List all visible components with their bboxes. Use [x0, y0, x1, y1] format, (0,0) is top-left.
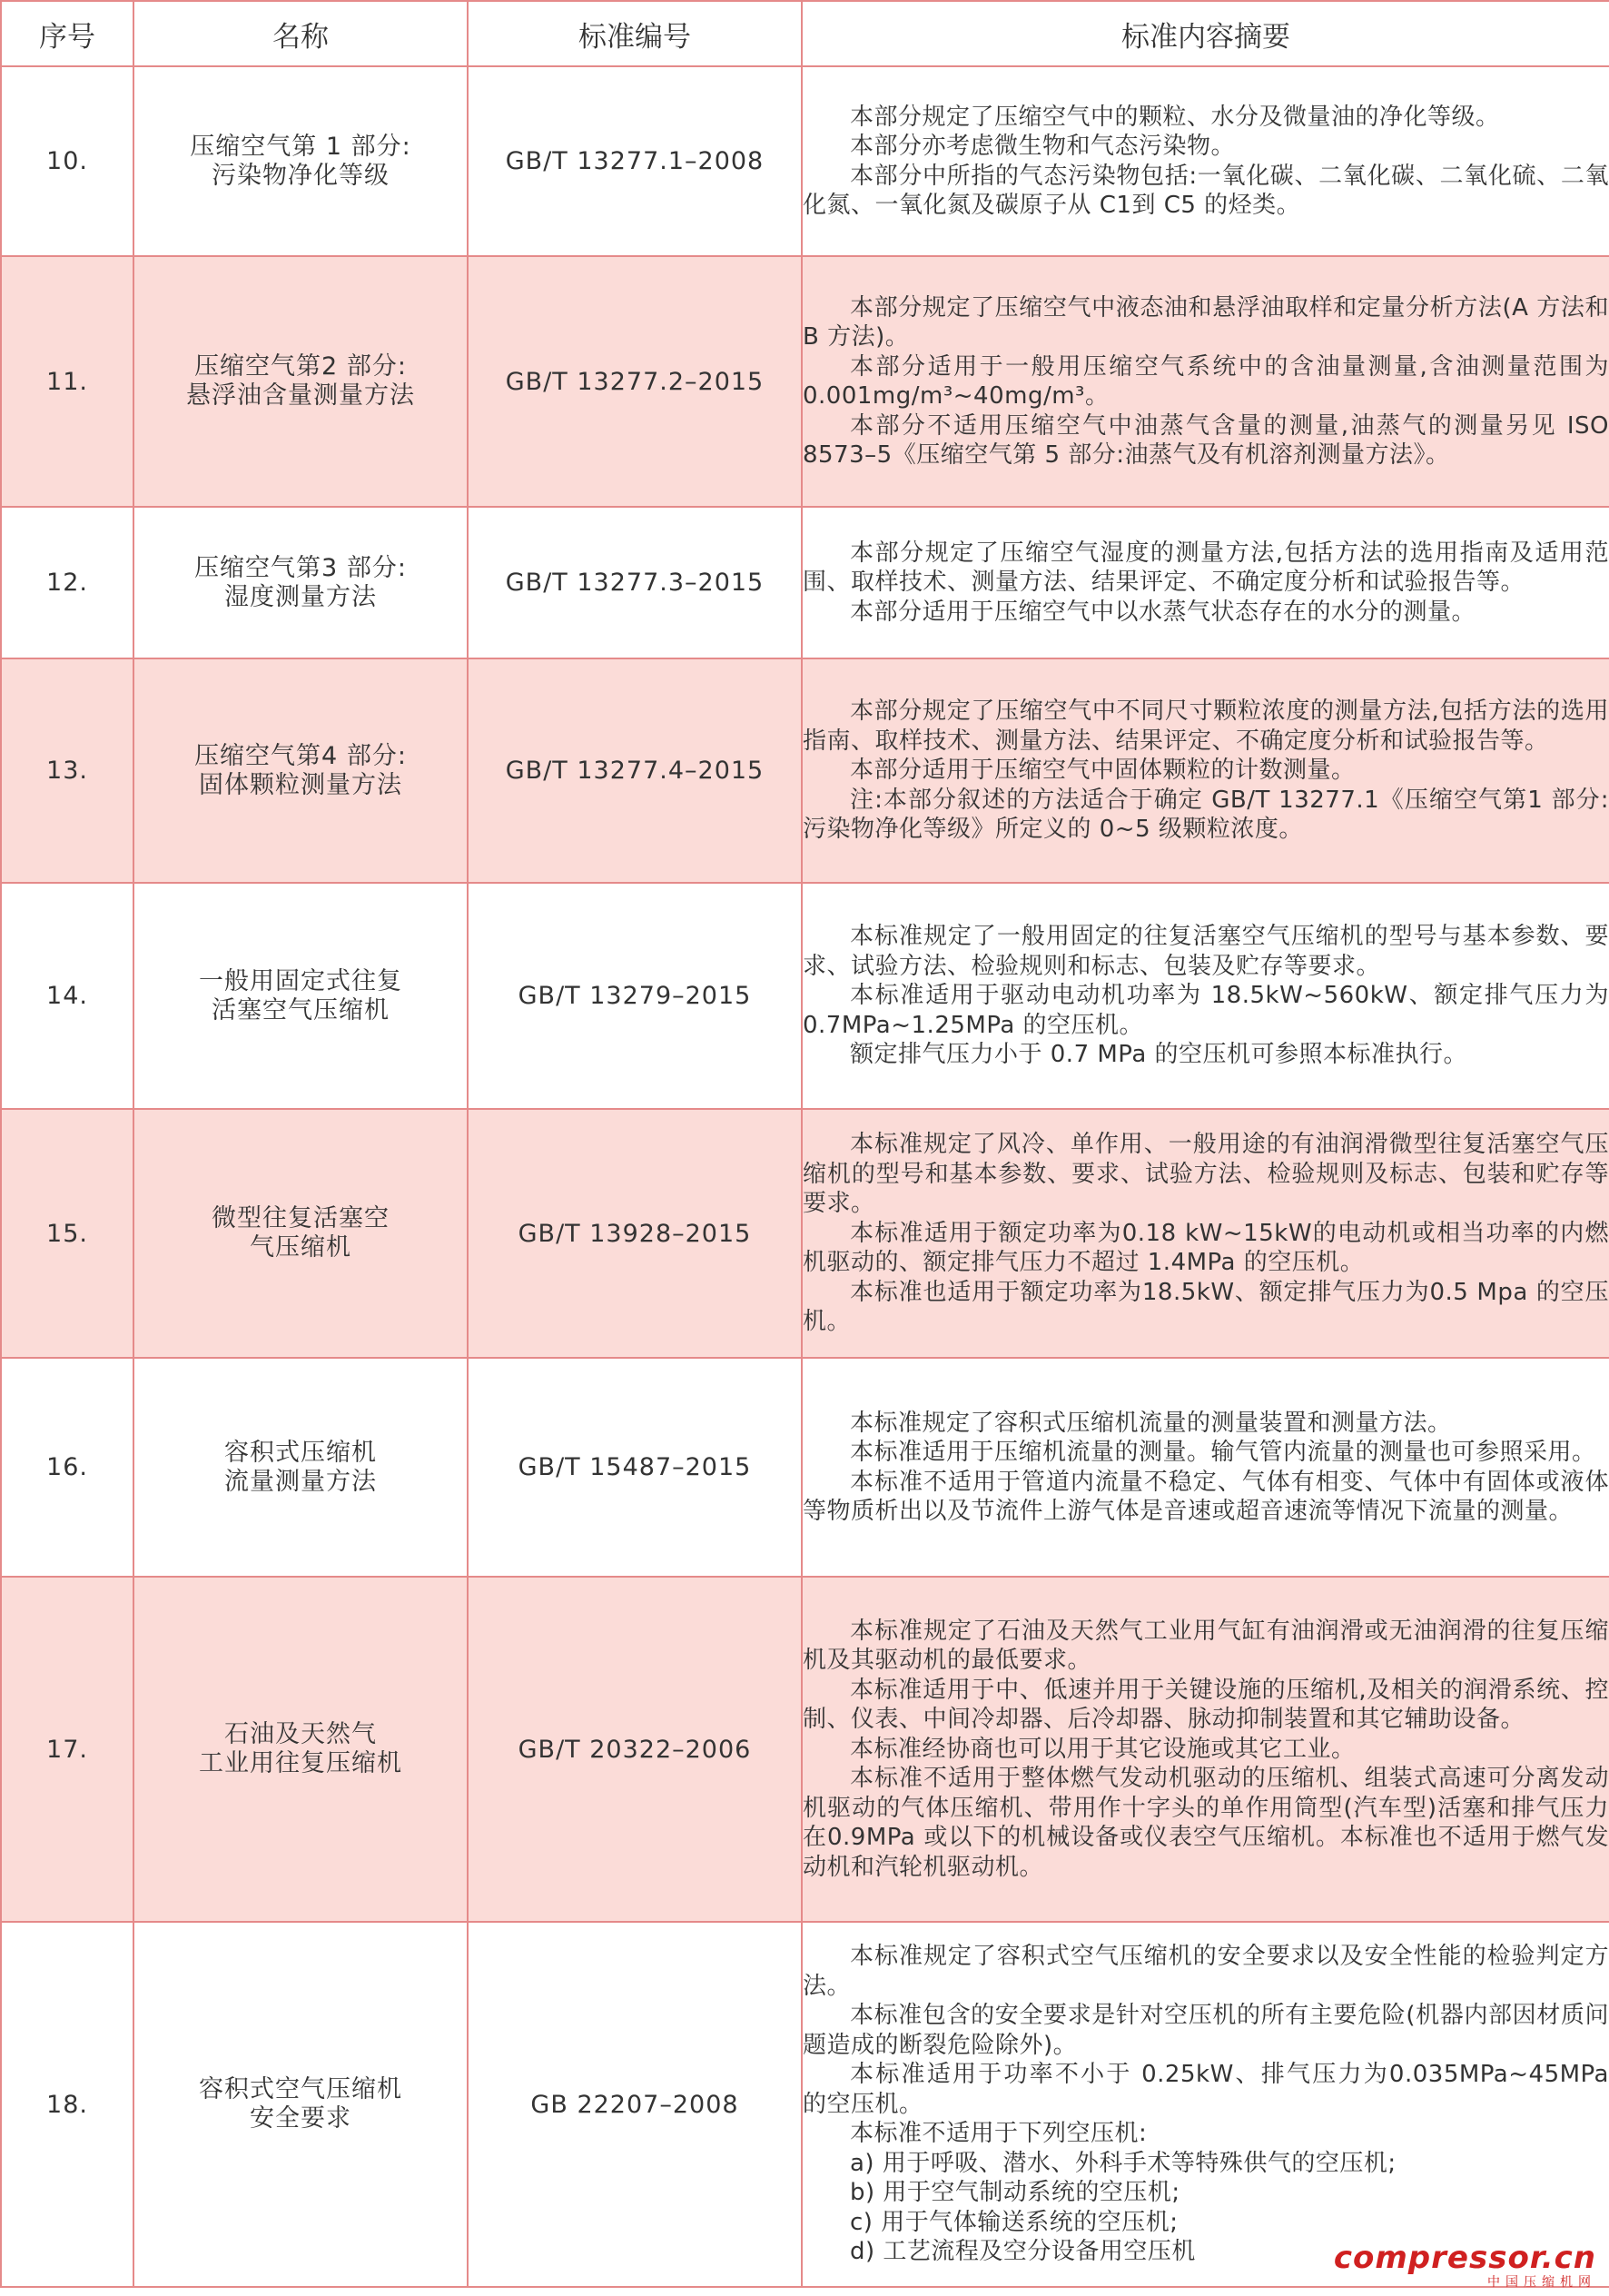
standard-name-line: 微型往复活塞空: [212, 1204, 390, 1232]
standard-name-line: 工业用往复压缩机: [199, 1749, 402, 1777]
standard-summary: [802, 1109, 1609, 1358]
header-name: 名称: [133, 1, 468, 66]
row-index: 17.: [1, 1577, 133, 1922]
header-code: 标准编号: [468, 1, 802, 66]
summary-paragraph: c) 用于气体输送系统的空压机;: [850, 2208, 1179, 2236]
watermark-subtitle: 中国压缩机网: [1487, 2275, 1596, 2290]
standard-summary: [802, 66, 1609, 256]
summary-paragraph: a) 用于呼吸、潜水、外科手术等特殊供气的空压机;: [850, 2149, 1397, 2177]
standard-name: [133, 66, 468, 256]
standard-name-line: 压缩空气第4 部分:: [194, 741, 407, 770]
table-row: [1, 658, 1609, 883]
table-row: [1, 1922, 1609, 2287]
summary-paragraph: 本标准规定了容积式压缩机流量的测量装置和测量方法。: [850, 1409, 1452, 1437]
standard-summary: [802, 507, 1609, 658]
standard-name-line: 容积式空气压缩机: [199, 2075, 402, 2103]
standard-name-line: 活塞空气压缩机: [212, 995, 390, 1024]
table-row: [1, 507, 1609, 658]
row-index: 16.: [1, 1358, 133, 1577]
standard-name: [133, 658, 468, 883]
summary-paragraph: 本标准适用于压缩机流量的测量。输气管内流量的测量也可参照采用。: [850, 1439, 1596, 1466]
standard-code: GB/T 13279–2015: [468, 883, 802, 1109]
watermark: [1334, 2240, 1596, 2291]
standard-name: [133, 883, 468, 1109]
summary-paragraph: 本标准包含的安全要求是针对空压机的所有主要危险(机器内部因材质问题造成的断裂危险除外)。: [803, 2002, 1609, 2059]
summary-paragraph: 本标准规定了容积式空气压缩机的安全要求以及安全性能的检验判定方法。: [803, 1943, 1609, 2000]
standard-name: [133, 1577, 468, 1922]
standard-name-line: 湿度测量方法: [224, 582, 377, 611]
header-idx: 序号: [1, 1, 133, 66]
table-row: [1, 66, 1609, 256]
summary-paragraph: 本标准规定了风冷、单作用、一般用途的有油润滑微型往复活塞空气压缩机的型号和基本参数、要求、试验方法、检验规则及标志、包装和贮存等要求。: [803, 1131, 1609, 1218]
header-row: [1, 1, 1609, 66]
summary-paragraph: 本部分规定了压缩空气中的颗粒、水分及微量油的净化等级。: [850, 103, 1500, 131]
standard-name: [133, 507, 468, 658]
standard-name-line: 压缩空气第 1 部分:: [190, 132, 411, 161]
standard-summary: [802, 883, 1609, 1109]
table-row: [1, 1358, 1609, 1577]
row-index: 11.: [1, 256, 133, 507]
standard-name-line: 安全要求: [250, 2104, 351, 2133]
summary-paragraph: 本部分适用于一般用压缩空气系统中的含油量测量,含油测量范围为 0.001mg/m³~40mg/m³。: [803, 352, 1609, 410]
summary-paragraph: 本标准不适用于整体燃气发动机驱动的压缩机、组装式高速可分离发动机驱动的气体压缩机、带用作十字头的单作用筒型(汽车型)活塞和排气压力在0.9MPa 或以下的机械设备或仪表空气压缩机。本标准也不适用于燃气发动机和汽轮机驱动机。: [803, 1765, 1609, 1881]
summary-paragraph: 本部分适用于压缩空气中固体颗粒的计数测量。: [850, 757, 1356, 785]
summary-paragraph: d) 工艺流程及空分设备用空压机: [850, 2238, 1196, 2266]
summary-paragraph: 本标准规定了石油及天然气工业用气缸有油润滑或无油润滑的往复压缩机及其驱动机的最低要求。: [803, 1617, 1609, 1675]
summary-paragraph: 本部分规定了压缩空气中液态油和悬浮油取样和定量分析方法(A 方法和 B 方法)。: [803, 293, 1609, 351]
standard-name: [133, 1358, 468, 1577]
standard-code: GB/T 13277.4–2015: [468, 658, 802, 883]
standard-name-line: 石油及天然气: [224, 1720, 377, 1748]
standard-name: [133, 256, 468, 507]
standard-name-line: 压缩空气第3 部分:: [194, 553, 407, 582]
summary-paragraph: 本标准也适用于额定功率为18.5kW、额定排气压力为0.5 Mpa 的空压机。: [803, 1278, 1609, 1336]
standard-code: GB/T 13928–2015: [468, 1109, 802, 1358]
watermark-logo: compressor.cn: [1333, 2240, 1596, 2276]
summary-paragraph: 本部分中所指的气态污染物包括:一氧化碳、二氧化碳、二氧化硫、二氧化氮、一氧化氮及碳原子从 C1到 C5 的烃类。: [803, 162, 1609, 219]
row-index: 15.: [1, 1109, 133, 1358]
standard-code: GB/T 20322–2006: [468, 1577, 802, 1922]
summary-paragraph: 本部分规定了压缩空气中不同尺寸颗粒浓度的测量方法,包括方法的选用指南、取样技术、测量方法、结果评定、不确定度分析和试验报告等。: [803, 698, 1609, 755]
row-index: 10.: [1, 66, 133, 256]
standard-code: GB/T 13277.3–2015: [468, 507, 802, 658]
standard-code: GB 22207–2008: [468, 1922, 802, 2287]
summary-paragraph: 注:本部分叙述的方法适合于确定 GB/T 13277.1《压缩空气第1 部分:污染物净化等级》所定义的 0~5 级颗粒浓度。: [803, 786, 1609, 844]
summary-paragraph: 本标准适用于额定功率为0.18 kW~15kW的电动机或相当功率的内燃机驱动的、额定排气压力不超过 1.4MPa 的空压机。: [803, 1219, 1609, 1277]
standard-name-line: 气压缩机: [250, 1233, 351, 1262]
summary-paragraph: 本部分亦考虑微生物和气态污染物。: [850, 133, 1236, 160]
summary-paragraph: 本标准不适用于管道内流量不稳定、气体有相变、气体中有固体或液体等物质析出以及节流件上游气体是音速或超音速流等情况下流量的测量。: [803, 1468, 1609, 1525]
summary-paragraph: 本标准规定了一般用固定的往复活塞空气压缩机的型号与基本参数、要求、试验方法、检验规则和标志、包装及贮存等要求。: [803, 923, 1609, 980]
standard-summary: [802, 256, 1609, 507]
standard-code: GB/T 13277.2–2015: [468, 256, 802, 507]
row-index: 13.: [1, 658, 133, 883]
table-row: [1, 883, 1609, 1109]
summary-paragraph: 本标准经协商也可以用于其它设施或其它工业。: [850, 1735, 1356, 1763]
standard-name-line: 容积式压缩机: [224, 1438, 377, 1467]
standard-code: GB/T 13277.1–2008: [468, 66, 802, 256]
summary-paragraph: 本部分不适用压缩空气中油蒸气含量的测量,油蒸气的测量另见 ISO 8573–5《压缩空气第 5 部分:油蒸气及有机溶剂测量方法》。: [803, 411, 1609, 469]
standard-code: GB/T 15487–2015: [468, 1358, 802, 1577]
summary-paragraph: 本部分规定了压缩空气湿度的测量方法,包括方法的选用指南及适用范围、取样技术、测量方法、结果评定、不确定度分析和试验报告等。: [803, 539, 1609, 597]
table-row: [1, 1577, 1609, 1922]
standard-name-line: 污染物净化等级: [212, 161, 390, 190]
summary-paragraph: 本部分适用于压缩空气中以水蒸气状态存在的水分的测量。: [850, 598, 1476, 626]
table-body: [1, 66, 1609, 2287]
standard-summary: [802, 1922, 1609, 2287]
table-row: [1, 256, 1609, 507]
summary-paragraph: 本标准适用于功率不小于 0.25kW、排气压力为0.035MPa~45MPa 的空压机。: [803, 2061, 1609, 2118]
header-summary: 标准内容摘要: [802, 1, 1609, 66]
standard-summary: [802, 1358, 1609, 1577]
summary-paragraph: 本标准适用于驱动电动机功率为 18.5kW~560kW、额定排气压力为 0.7MPa~1.25MPa 的空压机。: [803, 982, 1609, 1039]
standard-name-line: 固体颗粒测量方法: [199, 770, 402, 799]
summary-paragraph: 额定排气压力小于 0.7 MPa 的空压机可参照本标准执行。: [850, 1041, 1468, 1069]
row-index: 12.: [1, 507, 133, 658]
row-index: 18.: [1, 1922, 133, 2287]
standard-name-line: 压缩空气第2 部分:: [194, 352, 407, 381]
standard-name: [133, 1109, 468, 1358]
standard-name-line: 流量测量方法: [224, 1467, 377, 1496]
summary-paragraph: b) 用于空气制动系统的空压机;: [850, 2179, 1180, 2207]
row-index: 14.: [1, 883, 133, 1109]
summary-paragraph: 本标准适用于中、低速并用于关键设施的压缩机,及相关的润滑系统、控制、仪表、中间冷却器、后冷却器、脉动抑制装置和其它辅助设备。: [803, 1676, 1609, 1734]
standard-name: [133, 1922, 468, 2287]
table-row: [1, 1109, 1609, 1358]
standard-summary: [802, 1577, 1609, 1922]
standard-name-line: 悬浮油含量测量方法: [186, 381, 415, 410]
summary-paragraph: 本标准不适用于下列空压机:: [850, 2120, 1148, 2148]
standard-name-line: 一般用固定式往复: [199, 966, 402, 995]
standard-summary: [802, 658, 1609, 883]
